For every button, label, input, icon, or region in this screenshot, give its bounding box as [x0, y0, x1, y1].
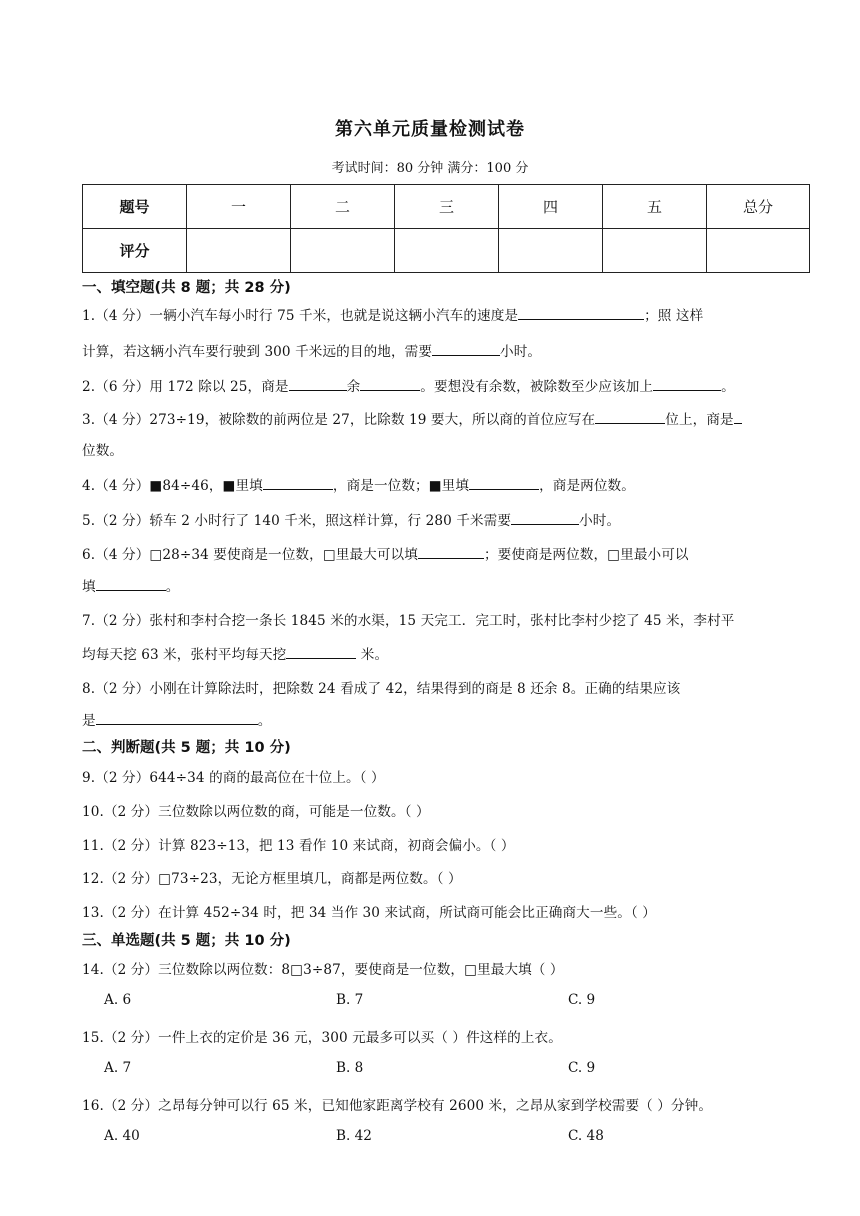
section-heading-fill-in: 一、填空题(共 8 题；共 28 分) [82, 280, 291, 296]
question-16: 16.（2 分）之昂每分钟可以行 65 米，已知他家距离学校有 2600 米，之昂从家到学校需要（ ）分钟。 [82, 1098, 713, 1114]
question-text: ；要使商是两位数，□里最小可以 [483, 547, 689, 563]
question-text: 。 [721, 379, 735, 395]
question-13: 13.（2 分）在计算 452÷34 时，把 34 当作 30 来试商，所试商可能会比正确商大一些。（ ） [82, 905, 656, 921]
question-11: 11.（2 分）计算 823÷13，把 13 看作 10 来试商，初商会偏小。（ ） [82, 838, 515, 854]
question-text: 。 [257, 713, 272, 729]
question-text: 小时。 [500, 344, 542, 360]
answer-blank[interactable] [518, 305, 644, 320]
question-text: 。 [165, 579, 180, 595]
section-heading-true-false: 二、判断题(共 5 题；共 10 分) [82, 740, 291, 756]
exam-info: 考试时间：80 分钟 满分：100 分 [331, 161, 529, 176]
question-12: 12.（2 分）□73÷23，无论方框里填几，商都是两位数。（ ） [82, 871, 462, 887]
question-text: 2.（6 分）用 172 除以 25，商是 [82, 379, 289, 395]
score-cell-header: 总分 [707, 185, 810, 229]
question-7: 7.（2 分）张村和李村合挖一条长 1845 米的水渠，15 天完工．完工时，张村比李村少挖了 45 米，李村平 [82, 613, 735, 629]
score-cell-empty[interactable] [395, 229, 499, 273]
question-3 [82, 408, 742, 428]
question-7-cont [82, 643, 388, 663]
score-table-score-row [83, 229, 810, 273]
question-3-cont: 位数。 [82, 443, 124, 459]
score-cell-empty[interactable] [707, 229, 810, 273]
question-text: ，商是一位数；■里填 [332, 478, 470, 494]
score-cell-empty[interactable] [291, 229, 395, 273]
score-table [82, 184, 810, 273]
question-15: 15.（2 分）一件上衣的定价是 36 元，300 元最多可以买（ ）件这样的上衣。 [82, 1030, 562, 1046]
answer-blank[interactable] [595, 409, 665, 424]
answer-blank[interactable] [511, 510, 579, 525]
score-cell-empty[interactable] [603, 229, 707, 273]
score-cell-empty[interactable] [499, 229, 603, 273]
question-text: ，商是两位数。 [539, 478, 635, 494]
option-c[interactable]: C. 9 [568, 992, 596, 1008]
question-6 [82, 543, 689, 563]
question-5 [82, 509, 620, 529]
question-text: 。要想没有余数，被除数至少应该加上 [420, 379, 654, 395]
question-text: 余 [346, 379, 361, 395]
question-14: 14.（2 分）三位数除以两位数：8□3÷87，要使商是一位数，□里最大填（ ） [82, 962, 564, 978]
score-cell-header: 二 [291, 185, 395, 229]
question-text: 小时。 [579, 513, 621, 529]
question-9: 9.（2 分）644÷34 的商的最高位在十位上。（ ） [82, 770, 385, 786]
answer-blank[interactable] [432, 341, 500, 356]
section-heading-multiple-choice: 三、单选题(共 5 题；共 10 分) [82, 933, 291, 949]
score-cell-header: 五 [603, 185, 707, 229]
score-cell-header: 一 [187, 185, 291, 229]
question-text: 3.（4 分）273÷19，被除数的前两位是 27，比除数 19 要大，所以商的首位应写在 [82, 412, 596, 428]
question-2 [82, 375, 735, 395]
question-text: 均每天挖 63 米，张村平均每天挖 [82, 647, 287, 663]
option-c[interactable]: C. 48 [568, 1128, 604, 1144]
option-c[interactable]: C. 9 [568, 1060, 596, 1076]
answer-blank[interactable] [734, 409, 742, 424]
question-text: 4.（4 分）■84÷46，■里填 [82, 478, 263, 494]
score-table-header-row [83, 185, 810, 229]
score-cell-label: 题号 [83, 185, 187, 229]
question-1-cont [82, 340, 541, 360]
answer-blank[interactable] [653, 376, 721, 391]
question-10: 10.（2 分）三位数除以两位数的商，可能是一位数。（ ） [82, 804, 430, 820]
question-text: 计算，若这辆小汽车要行驶到 300 千米远的目的地，需要 [82, 344, 433, 360]
score-cell-empty[interactable] [187, 229, 291, 273]
question-text: 是 [82, 713, 96, 729]
question-4 [82, 474, 635, 494]
option-a[interactable]: A. 7 [104, 1060, 132, 1076]
question-text: 填 [82, 579, 96, 595]
option-b[interactable]: B. 42 [336, 1128, 372, 1144]
question-text: 位上，商是 [665, 412, 734, 428]
score-cell-header: 三 [395, 185, 499, 229]
question-6-cont [82, 575, 179, 595]
answer-blank[interactable] [289, 376, 347, 391]
answer-blank[interactable] [96, 576, 166, 591]
answer-blank[interactable] [469, 475, 539, 490]
question-text: 米。 [356, 647, 389, 663]
question-1 [82, 304, 703, 324]
question-text: 1.（4 分）一辆小汽车每小时行 75 千米，也就是说这辆小汽车的速度是 [82, 308, 519, 324]
score-cell-header: 四 [499, 185, 603, 229]
question-text: ；照 这样 [644, 308, 704, 324]
question-8-cont [82, 709, 271, 729]
question-text: 5.（2 分）轿车 2 小时行了 140 千米，照这样计算，行 280 千米需要 [82, 513, 512, 529]
answer-blank[interactable] [418, 544, 484, 559]
answer-blank[interactable] [96, 710, 258, 725]
score-cell-label: 评分 [83, 229, 187, 273]
option-a[interactable]: A. 6 [104, 992, 132, 1008]
question-8: 8.（2 分）小刚在计算除法时，把除数 24 看成了 42，结果得到的商是 8 还余 8。正确的结果应该 [82, 681, 681, 697]
option-b[interactable]: B. 8 [336, 1060, 364, 1076]
answer-blank[interactable] [360, 376, 420, 391]
question-text: 6.（4 分）□28÷34 要使商是一位数，□里最大可以填 [82, 547, 418, 563]
answer-blank[interactable] [286, 644, 356, 659]
answer-blank[interactable] [263, 475, 333, 490]
page-title: 第六单元质量检测试卷 [335, 119, 525, 140]
option-a[interactable]: A. 40 [104, 1128, 140, 1144]
option-b[interactable]: B. 7 [336, 992, 364, 1008]
